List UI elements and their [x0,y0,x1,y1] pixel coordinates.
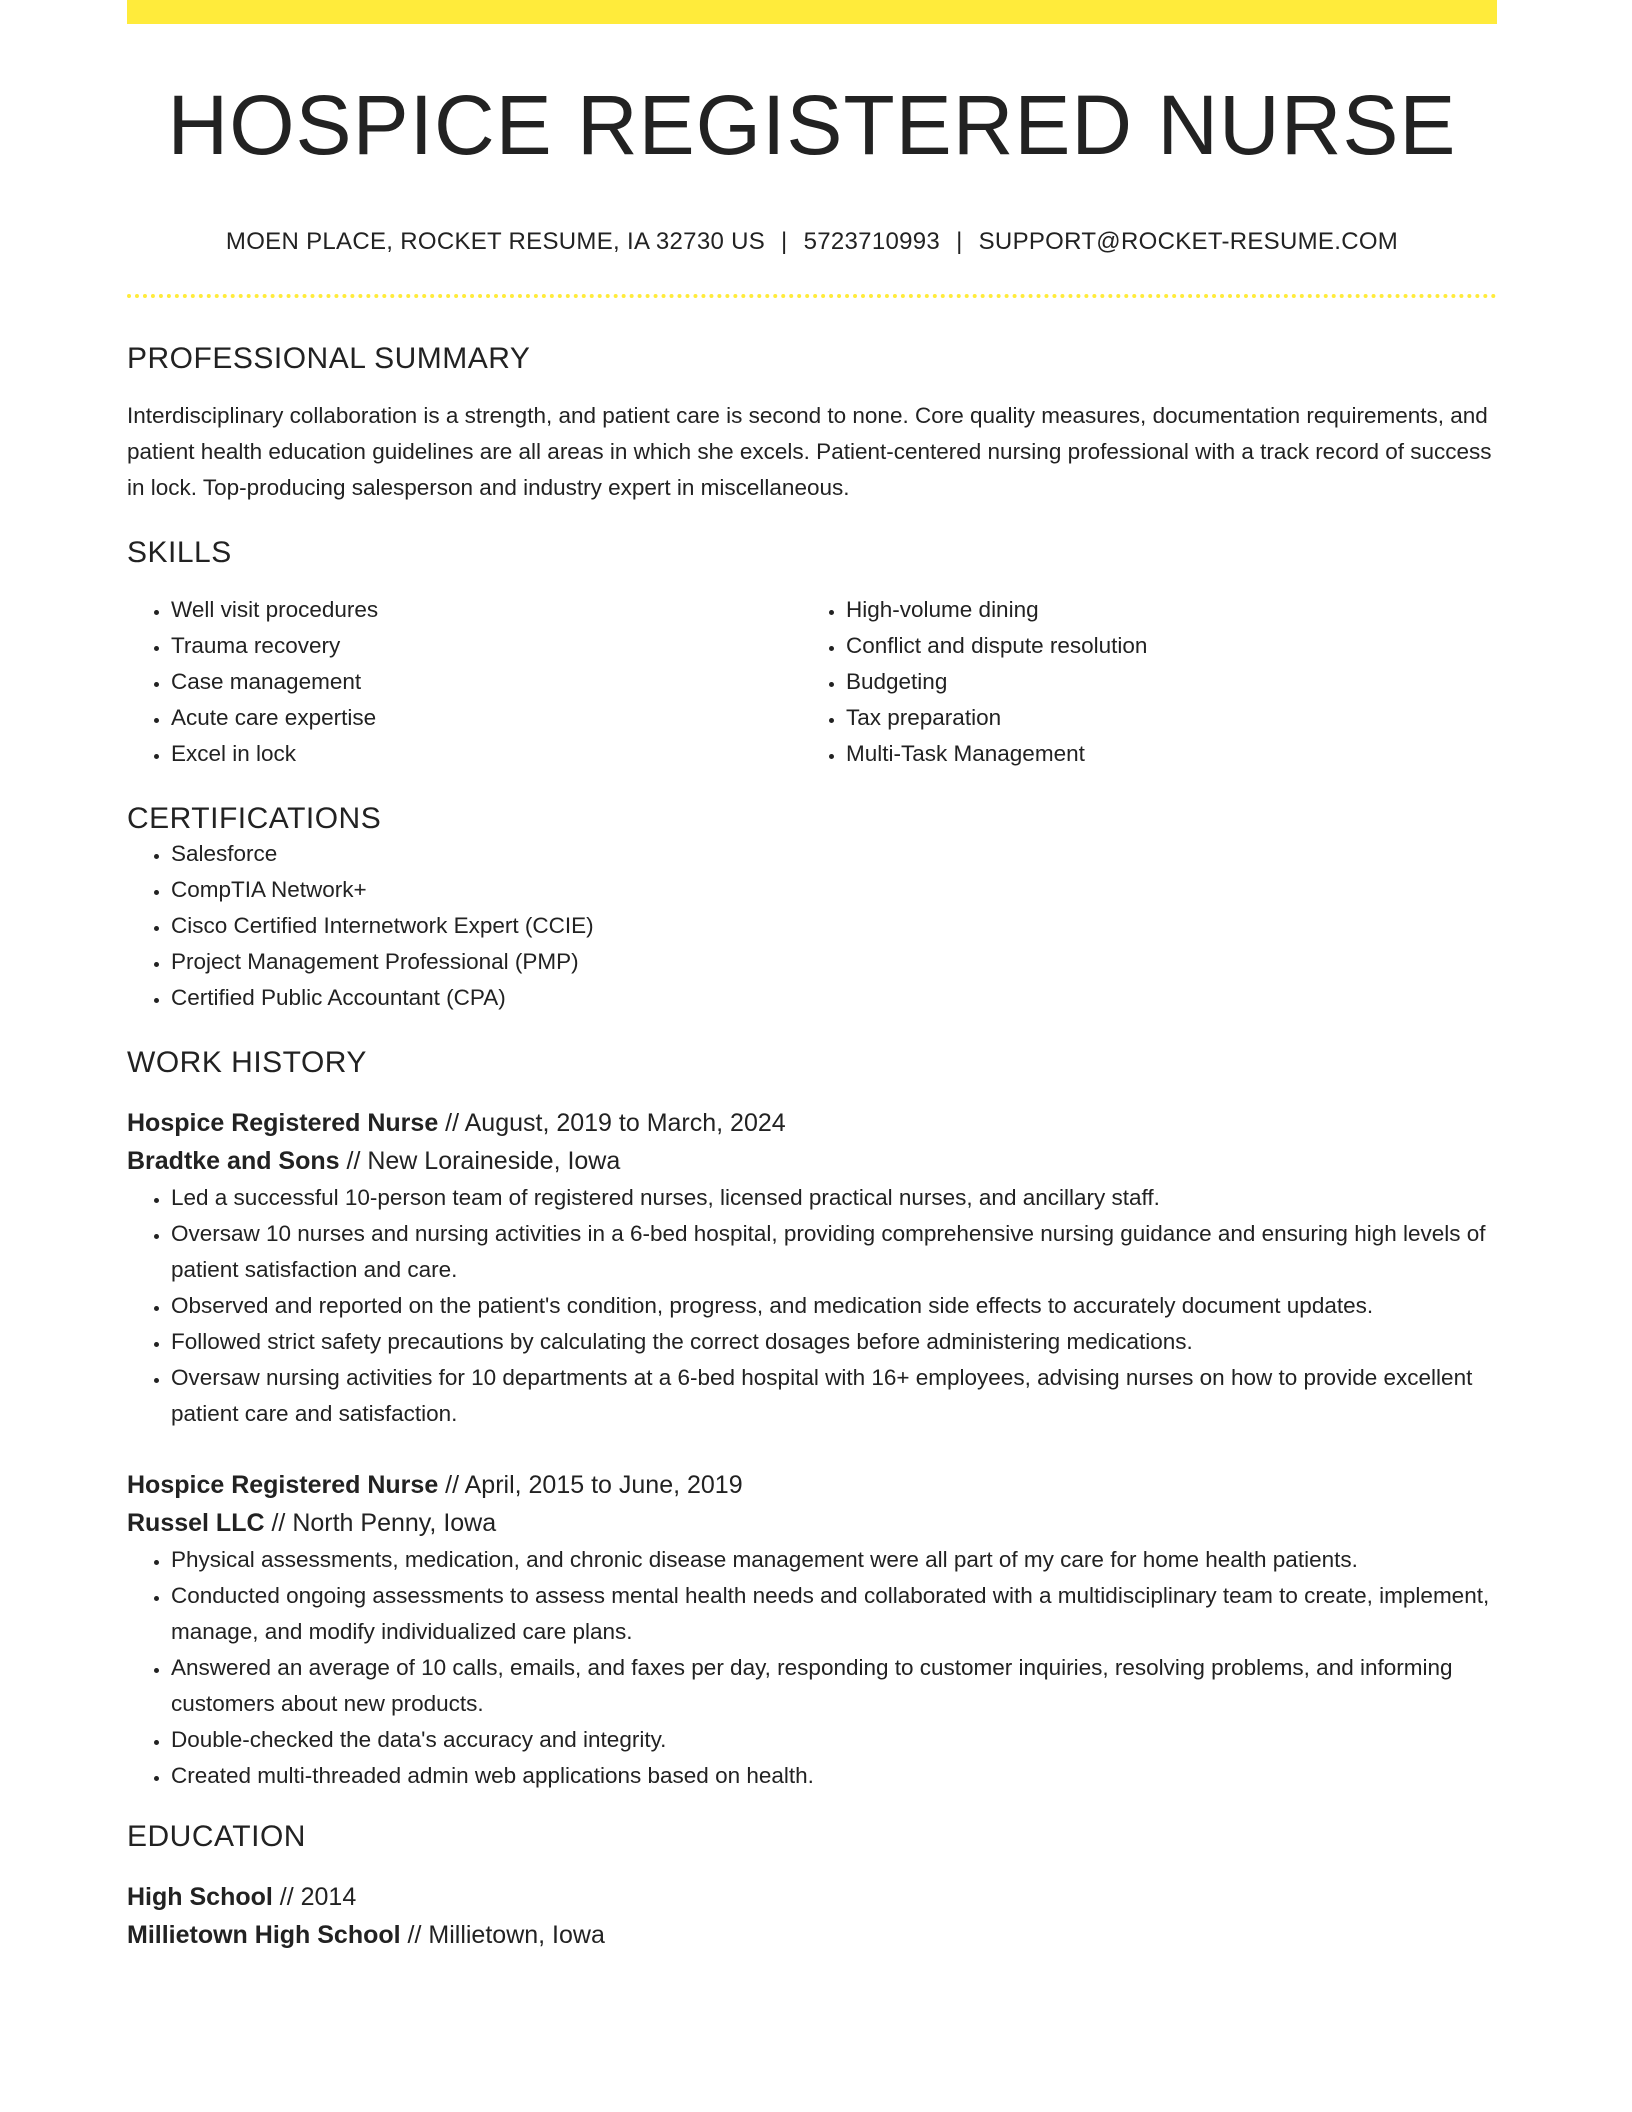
job-duty: • Oversaw nursing activities for 10 departments at a 6-bed hospital with 16+ employees, advising nurses on how to provide excellent patient care and satisfaction. [171,1360,1497,1432]
certification-item: • Salesforce [171,836,1497,872]
contact-address: MOEN PLACE, ROCKET RESUME, IA 32730 US [225,228,766,256]
resume-name-heading: HOSPICE REGISTERED NURSE [167,78,1457,172]
skill-item: • Conflict and dispute resolution [846,628,1477,664]
skill-item: • Budgeting [846,664,1477,700]
job-company: Bradtke and Sons [127,1147,340,1176]
skill-item: • Acute care expertise [171,700,802,736]
certification-item: • Cisco Certified Internetwork Expert (CCIE) [171,908,1497,944]
job-duty: • Observed and reported on the patient's condition, progress, and medication side effects to accurately document updates. [171,1288,1497,1324]
contact-email: SUPPORT@ROCKET-RESUME.COM [978,228,1399,256]
job-duty: • Oversaw 10 nurses and nursing activities in a 6-bed hospital, providing comprehensive nursing guidance and ensuring high levels of patient satisfaction and care. [171,1216,1497,1288]
contact-separator: | [956,228,963,256]
job-company-line [127,1142,1497,1180]
contact-separator: | [781,228,788,256]
job-position: Hospice Registered Nurse [127,1109,439,1138]
job-position: Hospice Registered Nurse [127,1471,439,1500]
job-title-line [127,1466,1497,1504]
skills-column-right [802,592,1477,772]
education-degree: High School [127,1883,273,1912]
certifications-heading: CERTIFICATIONS [127,802,382,836]
certification-item: • Certified Public Accountant (CPA) [171,980,1497,1016]
job-dates: // August, 2019 to March, 2024 [438,1109,786,1138]
education-degree-line [127,1878,1497,1916]
job-dates: // April, 2015 to June, 2019 [438,1471,743,1500]
dotted-divider [127,294,1497,298]
education-year: // 2014 [272,1883,357,1912]
job-location: // New Loraineside, Iowa [339,1147,621,1176]
skill-item: • Tax preparation [846,700,1477,736]
certification-item: • CompTIA Network+ [171,872,1497,908]
job-duty: • Physical assessments, medication, and chronic disease management were all part of my care for home health patients. [171,1542,1497,1578]
certification-item: • Project Management Professional (PMP) [171,944,1497,980]
education-heading: EDUCATION [127,1820,306,1854]
skills-column-left [127,592,802,772]
job-duty: • Followed strict safety precautions by calculating the correct dosages before administering medications. [171,1324,1497,1360]
contact-phone: 5723710993 [803,228,941,256]
job-duty: • Answered an average of 10 calls, emails, and faxes per day, responding to customer inquiries, resolving problems, and informing customers about new products. [171,1650,1497,1722]
accent-top-bar [127,0,1497,24]
job-company: Russel LLC [127,1509,265,1538]
job-duty: • Led a successful 10-person team of registered nurses, licensed practical nurses, and ancillary staff. [171,1180,1497,1216]
contact-info [127,228,1497,256]
job-duty: • Conducted ongoing assessments to assess mental health needs and collaborated with a multidisciplinary team to create, implement, manage, and modify individualized care plans. [171,1578,1497,1650]
skill-item: • High-volume dining [846,592,1477,628]
job-duties-list [127,1542,1497,1794]
education-entry [127,1878,1497,1954]
job-company-line [127,1504,1497,1542]
job-duties-list [127,1180,1497,1432]
skills-heading: SKILLS [127,536,232,570]
skill-item: • Multi-Task Management [846,736,1477,772]
job-title-line [127,1104,1497,1142]
skill-item: • Trauma recovery [171,628,802,664]
education-school-line [127,1916,1497,1954]
skill-item: • Excel in lock [171,736,802,772]
job-entry [127,1104,1497,1432]
certifications-list [127,836,1497,1016]
summary-text: Interdisciplinary collaboration is a strength, and patient care is second to none. Core quality measures, documentation requirements, and patient health education guidelines are all areas in which she excels. Patient-centered nursing professional with a track record of success in lock. Top-producing salesperson and industry expert in miscellaneous. [127,403,1492,501]
skills-columns [127,592,1497,772]
work-history-heading: WORK HISTORY [127,1046,367,1080]
skill-item: • Well visit procedures [171,592,802,628]
education-location: // Millietown, Iowa [400,1921,605,1950]
job-duty: • Double-checked the data's accuracy and integrity. [171,1722,1497,1758]
job-duty: • Created multi-threaded admin web applications based on health. [171,1758,1497,1794]
skill-item: • Case management [171,664,802,700]
job-entry [127,1466,1497,1794]
education-school: Millietown High School [127,1921,401,1950]
summary-heading: PROFESSIONAL SUMMARY [127,342,531,376]
job-location: // North Penny, Iowa [264,1509,497,1538]
resume-page [127,0,1497,1954]
